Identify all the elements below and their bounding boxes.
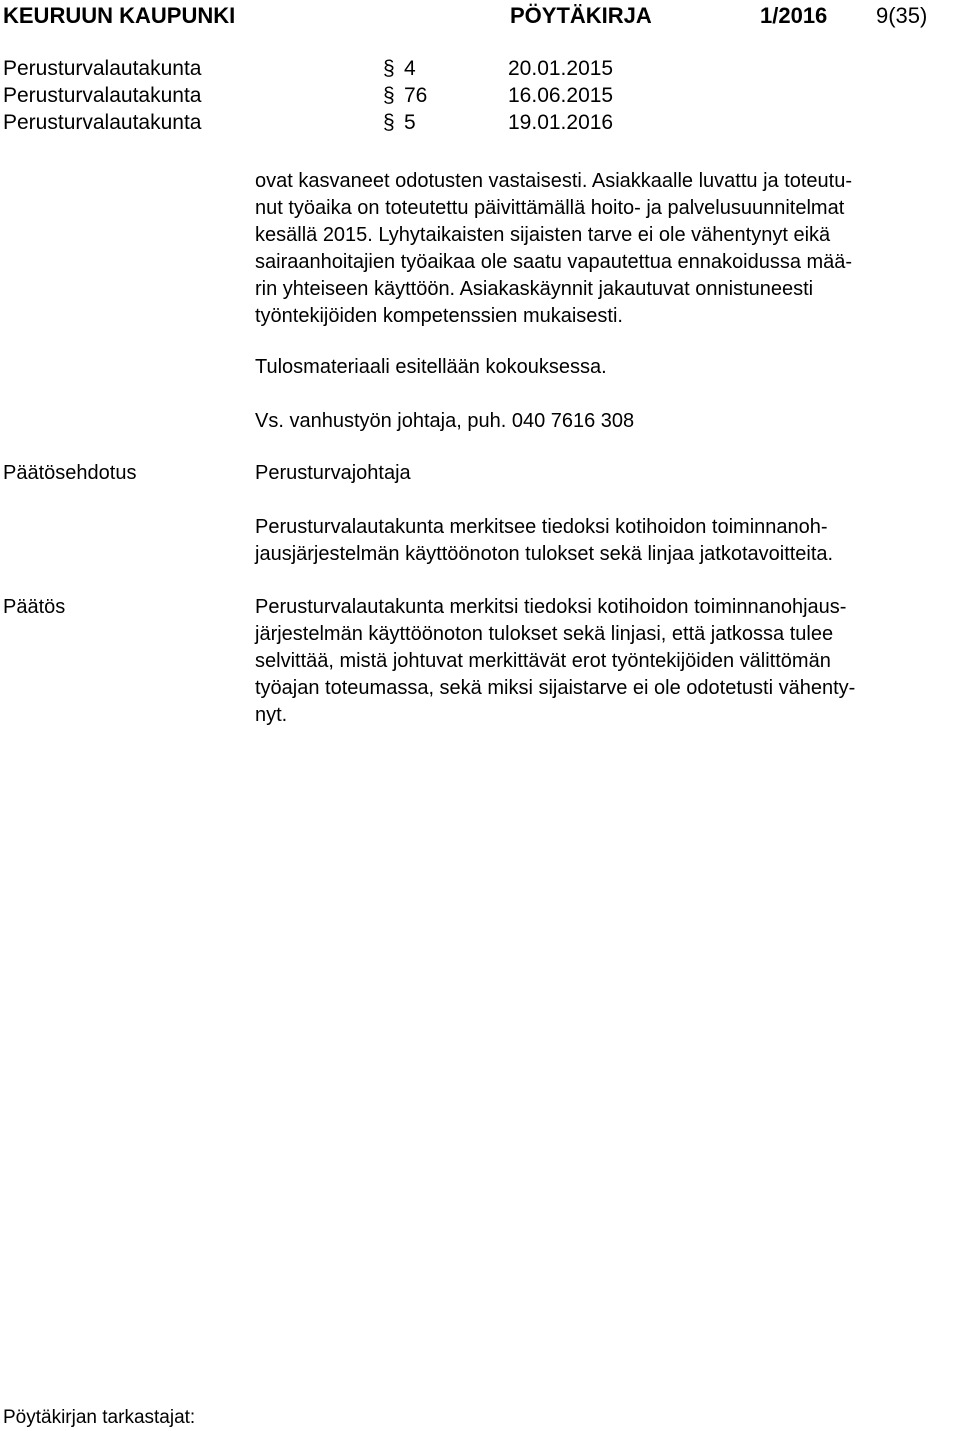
background-paragraph <box>255 168 955 330</box>
text-line: nyt. <box>255 704 288 726</box>
reference-list <box>0 57 960 138</box>
decision-label: Päätös <box>3 596 66 618</box>
reference-row <box>0 84 960 111</box>
text-line: ovat kasvaneet odotusten vastaisesti. Asiakkaalle luvattu ja toteutu- <box>255 170 853 192</box>
materials-note: Tulosmateriaali esitellään kokouksessa. <box>255 356 607 378</box>
page-header <box>0 3 960 33</box>
text-line: Perusturvalautakunta merkitsi tiedoksi kotihoidon toiminnanohjaus- <box>255 596 847 618</box>
page-number: 9(35) <box>876 3 928 28</box>
reference-row <box>0 111 960 138</box>
proposer-name: Perusturvajohtaja <box>255 462 411 484</box>
text-line: työajan toteumassa, sekä miksi sijaistarve ei ole odotetusti vähenty- <box>255 677 856 699</box>
contact-info: Vs. vanhustyön johtaja, puh. 040 7616 308 <box>255 410 635 432</box>
text-line: selvittää, mistä johtuvat merkittävät erot työntekijöiden välittömän <box>255 650 831 672</box>
document-number: 1/2016 <box>760 3 828 28</box>
organization-name: KEURUUN KAUPUNKI <box>3 3 236 28</box>
text-line: rin yhteiseen käyttöön. Asiakaskäynnit jakautuvat onnistuneesti <box>255 278 814 300</box>
text-line: nut työaika on toteutettu päivittämällä hoito- ja palvelusuunnitelmat <box>255 197 845 219</box>
text-line: sairaanhoitajien työaikaa ole saatu vapautettua ennakoidussa mää- <box>255 251 853 273</box>
text-line: kesällä 2015. Lyhytaikaisten sijaisten tarve ei ole vähentynyt eikä <box>255 224 831 246</box>
decision-text <box>255 594 955 729</box>
text-line: jausjärjestelmän käyttöönoton tulokset sekä linjaa jatkotavoitteita. <box>255 543 834 565</box>
reference-number: 76 <box>404 84 428 107</box>
section-symbol-icon: § <box>383 111 395 134</box>
reference-date: 20.01.2015 <box>508 57 614 80</box>
reference-date: 16.06.2015 <box>508 84 614 107</box>
text-line: Perusturvalautakunta merkitsee tiedoksi kotihoidon toiminnanoh- <box>255 516 828 538</box>
proposal-label: Päätösehdotus <box>3 462 137 484</box>
text-line: järjestelmän käyttöönoton tulokset sekä linjasi, että jatkossa tulee <box>255 623 834 645</box>
proposal-text <box>255 514 955 568</box>
section-symbol-icon: § <box>383 57 395 80</box>
reference-body: Perusturvalautakunta <box>3 84 202 107</box>
reference-number: 4 <box>404 57 416 80</box>
reference-body: Perusturvalautakunta <box>3 57 202 80</box>
text-line: työntekijöiden kompetenssien mukaisesti. <box>255 305 623 327</box>
minutes-reviewers-label: Pöytäkirjan tarkastajat: <box>3 1407 196 1428</box>
reference-number: 5 <box>404 111 416 134</box>
section-symbol-icon: § <box>383 84 395 107</box>
reference-row <box>0 57 960 84</box>
document-type: PÖYTÄKIRJA <box>510 3 652 28</box>
reference-date: 19.01.2016 <box>508 111 614 134</box>
reference-body: Perusturvalautakunta <box>3 111 202 134</box>
